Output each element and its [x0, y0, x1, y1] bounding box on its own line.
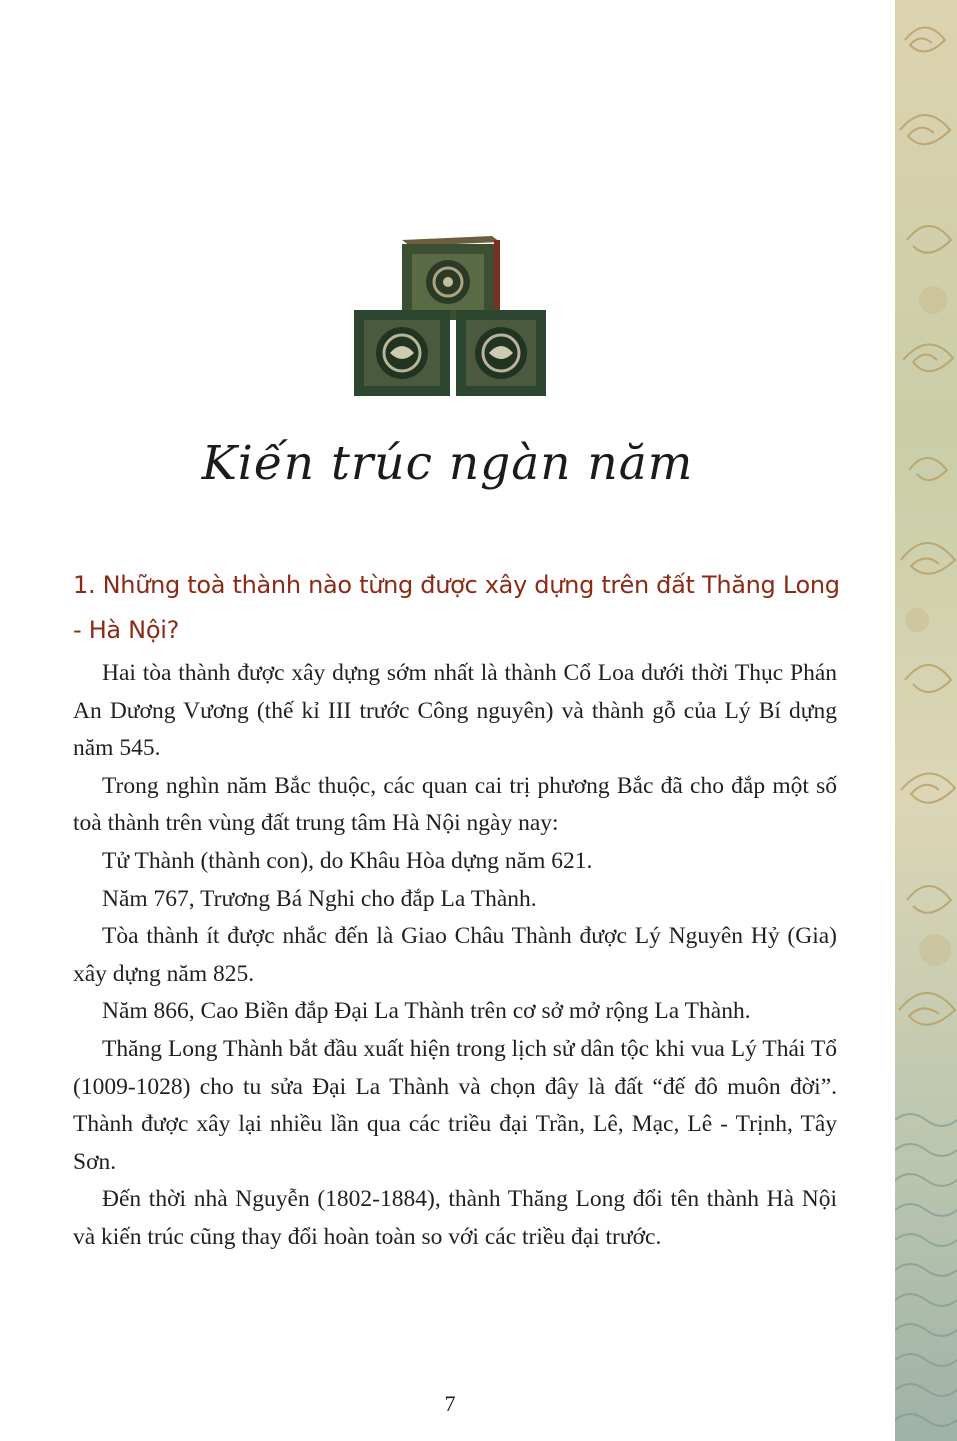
paragraph: Tòa thành ít được nhắc đến là Giao Châu Thành được Lý Nguyên Hỷ (Gia) xây dựng năm 825.	[73, 923, 837, 987]
paragraph: Tử Thành (thành con), do Khâu Hòa dựng năm 621.	[102, 847, 593, 874]
paragraph: Đến thời nhà Nguyễn (1802-1884), thành Thăng Long đổi tên thành Hà Nội và kiến trúc cũng thay đổi hoàn toàn so với các triều đại trước.	[73, 1186, 837, 1250]
answer-body	[73, 655, 837, 1257]
question-heading: 1. Những toà thành nào từng được xây dựng trên đất Thăng Long - Hà Nội?	[73, 571, 840, 644]
paragraph: Hai tòa thành được xây dựng sớm nhất là thành Cổ Loa dưới thời Thục Phán An Dương Vương (thế kỉ III trước Công nguyên) và thành gỗ của Lý Bí dựng năm 545.	[73, 660, 837, 762]
left-tile	[354, 310, 450, 396]
paragraph: Trong nghìn năm Bắc thuộc, các quan cai trị phương Bắc đã cho đắp một số toà thành trên vùng đất trung tâm Hà Nội ngày nay:	[73, 772, 837, 837]
top-tile	[402, 236, 500, 320]
paragraph: Năm 767, Trương Bá Nghi cho đắp La Thành.	[102, 885, 537, 912]
paragraph: Thăng Long Thành bắt đầu xuất hiện trong lịch sử dân tộc khi vua Lý Thái Tổ (1009-1028) cho tu sửa Đại La Thành và chọn đây là đất “đế đô muôn đời”. Thành được xây lại nhiều lần qua các triều đại Trần, Lê, Mạc, Lê - Trịnh, Tây Sơn.	[73, 1035, 837, 1175]
paragraph: Năm 866, Cao Biền đắp Đại La Thành trên cơ sở mở rộng La Thành.	[102, 998, 751, 1025]
decorative-side-band	[895, 0, 957, 1441]
right-tile	[456, 310, 546, 396]
page-number: 7	[444, 1391, 456, 1416]
ceramic-tile-blocks-icon	[350, 232, 550, 402]
chapter-title: Kiến trúc ngàn năm	[201, 436, 694, 491]
